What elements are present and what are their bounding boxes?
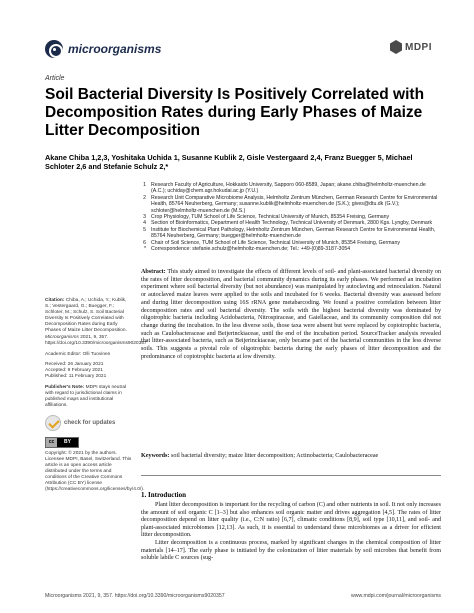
- affiliation-number: 6: [143, 239, 146, 246]
- accepted-date: Accepted: 9 February 2021: [45, 367, 103, 373]
- footer-journal-url[interactable]: www.mdpi.com/journal/microorganisms: [351, 593, 441, 599]
- published-date: Published: 11 February 2021: [45, 374, 107, 380]
- affiliation-item: [141, 227, 441, 240]
- keywords-text: soil bacterial diversity; maize litter decomposition; Actinobacteria; Caulobacteraceae: [170, 453, 379, 459]
- affiliation-number: 4: [143, 220, 146, 227]
- affiliation-text: Research Unit Comparative Microbiome Analysis, Helmholtz Zentrum München, German Research Centre for Environmental Health, 85764 Neuherberg, Germany; susanne.kublik@helmholtz-muenchen.de (S.K.); gives@dtu.dk (G.V.); schloter@helmholtz-muenchen.de (M.S.): [151, 194, 438, 214]
- footer-citation: Microorganisms 2021, 9, 357. https://doi.org/10.3390/microorganisms9020357: [45, 593, 225, 599]
- keywords: [141, 453, 441, 461]
- affiliation-text: Institute for Biochemical Plant Pathology, Helmholtz Zentrum München, German Research Centre for Environmental Health, 85764 Neuherberg, Germany; buegger@helmholtz-muenchen.de: [151, 226, 436, 240]
- journal-name: microorganisms: [68, 42, 162, 56]
- page-footer: [45, 593, 441, 599]
- affiliation-text: Research Faculty of Agriculture, Hokkaido University, Sapporo 060-8589, Japan; akane.chiba@helmholtz-muenchen.de (A.C.); uchiday@chem.agr.hokudai.ac.jp (Y.U.): [151, 182, 426, 195]
- publisher-name: MDPI: [405, 41, 432, 53]
- journal-logo: [45, 40, 161, 58]
- publisher-logo: [390, 40, 432, 54]
- keywords-label: Keywords:: [141, 453, 170, 459]
- dates-block: [45, 352, 133, 380]
- by-icon: BY: [57, 438, 78, 447]
- microorganisms-logo-icon: [45, 40, 63, 58]
- check-updates-icon: [45, 415, 61, 431]
- copyright-notice: Copyright: © 2021 by the authors. Licensee MDPI, Basel, Switzerland. This article is an open access article distributed under the terms and conditions of the Creative Commons Attribution (CC BY) license (https://creativecommons.org/licenses/by/4.0/).: [45, 450, 145, 493]
- citation-doi-link[interactable]: 2021, 9, 357. https://doi.org/10.3390/microorganisms9020357: [45, 334, 147, 346]
- affiliation-item: [141, 195, 441, 214]
- abstract-text: This study aimed to investigate the effects of different levels of soil- and plant-associated bacterial diversity on the rates of litter decomposition, and bacterial community dynamics during its early phases. We performed an incubation experiment where soil bacterial diversity (but not abundance) was manipulated by autoclaving and reinoculation. Natural or autoclaved maize leaves were applied to the soils and incubated for 6 weeks. Bacterial diversity was assessed before and during litter decomposition using 16S rRNA gene metabarcoding. We found a positive correlation between litter decomposition rates and soil bacterial diversity. The soils with the highest bacterial diversity was dominated by oligotrophic bacteria including Acidobacteria, Nitrospiraceae, and Gaiellaceae, and its community composition did not change during the incubation. In the less diverse soils, those taxa were absent but were replaced by copiotrophic bacteria, such as Caulobacteraceae and Beijerinckiaceae, until the end of the incubation period. SourceTracker analysis revealed that litter-associated bacteria, such as Beijerinckiaceae, only became part of the bacterial communities in the less diverse soils. This suggests a pivotal role of oligotrophic bacteria during the early phases of litter decomposition and the predominance of copiotrophic bacteria at low diversity.: [141, 269, 441, 360]
- citation-label: Citation:: [45, 298, 65, 303]
- publisher-note-text: MDPI stays neutral with regard to jurisdictional claims in published maps and institutional affiliations.: [45, 385, 127, 409]
- received-date: Received: 26 January 2021: [45, 361, 104, 367]
- affiliation-item: [141, 182, 441, 195]
- affiliation-text: Crop Physiology, TUM School of Life Science, Technical University of Munich, 85354 Freising, Germany: [151, 214, 390, 221]
- publisher-note-label: Publisher's Note:: [45, 385, 85, 391]
- paper-title: Soil Bacterial Diversity Is Positively Correlated with Decomposition Rates during Early Phases of Maize Litter Decomposition: [45, 86, 425, 139]
- affiliation-number: 1: [143, 182, 146, 188]
- affiliation-number: 5: [143, 226, 146, 233]
- abstract: [141, 269, 441, 361]
- author-list: Akane Chiba 1,2,3, Yoshitaka Uchida 1, Susanne Kublik 2, Gisle Vestergaard 2,4, Franz Buegger 5, Michael Schloter 2,6 and Stefanie Schulz 2,*: [45, 153, 413, 171]
- abstract-label: Abstract:: [141, 269, 166, 275]
- affiliation-text: Section of Bioinformatics, Department of Health Technology, Technical University of Denmark, 2800 Kgs. Lyngby, Denmark: [151, 220, 433, 227]
- cc-by-license-badge[interactable]: [45, 437, 79, 448]
- section-divider: [141, 475, 441, 476]
- paragraph: Plant litter decomposition is important for the recycling of carbon (C) and other nutrients in soil. It not only increases the amount of soil organic C [1–3] but also enhances soil organic matter and drives aggregation [4,5]. The rates of litter decomposition depend on litter quality (i.e., C:N ratio) [6,7], climatic conditions [8,9], soil type [10,11], and soil- and plant-associated microbiomes [12,13]. As such, it is essential to understand these microbiomes as a driver for efficient litter decomposition.: [141, 502, 442, 539]
- citation-journal: Microorganisms: [45, 334, 79, 340]
- affiliation-number: 3: [143, 214, 146, 221]
- citation-block: [45, 298, 147, 347]
- affiliation-number: 2: [143, 194, 146, 201]
- publisher-note: [45, 385, 133, 409]
- mdpi-hexagon-icon: [390, 40, 402, 54]
- citation-text: Chiba, A.; Uchida, Y.; Kublik, S.; Vestergaard, G.; Buegger, F.; Schloter, M.; Schulz, S. Soil Bacterial Diversity Is Positively Correlated with Decomposition Rates during Early Phases of Maize Litter Decomposition.: [45, 298, 127, 334]
- section-heading: 1. Introduction: [141, 491, 186, 499]
- introduction-body: [141, 502, 441, 563]
- article-sidebar: [45, 298, 147, 498]
- affiliation-item: [141, 246, 441, 252]
- correspondence-text: Correspondence: stefanie.schulz@helmholtz-muenchen.de; Tel.: +49-(0)89-3187-3054: [151, 246, 351, 253]
- affiliations: [141, 182, 441, 252]
- check-updates-label: check for updates: [64, 419, 116, 426]
- article-type: Article: [45, 75, 65, 82]
- cc-icon: cc: [46, 438, 57, 447]
- paragraph: Litter decomposition is a continuous process, marked by significant changes in the chemical composition of litter materials [14–17]. The early phase is initiated by the colonization of litter materials by soil microbes that benefit from soluble labile C sources (sug-: [141, 539, 441, 562]
- check-for-updates-button[interactable]: [45, 415, 133, 431]
- affiliation-number: *: [143, 246, 146, 253]
- academic-editor: Academic Editor: Olli Tuovinen: [45, 351, 111, 357]
- affiliation-text: Chair of Soil Science, TUM School of Life Science, Technical University of Munich, 85354 Freising, Germany: [151, 239, 400, 246]
